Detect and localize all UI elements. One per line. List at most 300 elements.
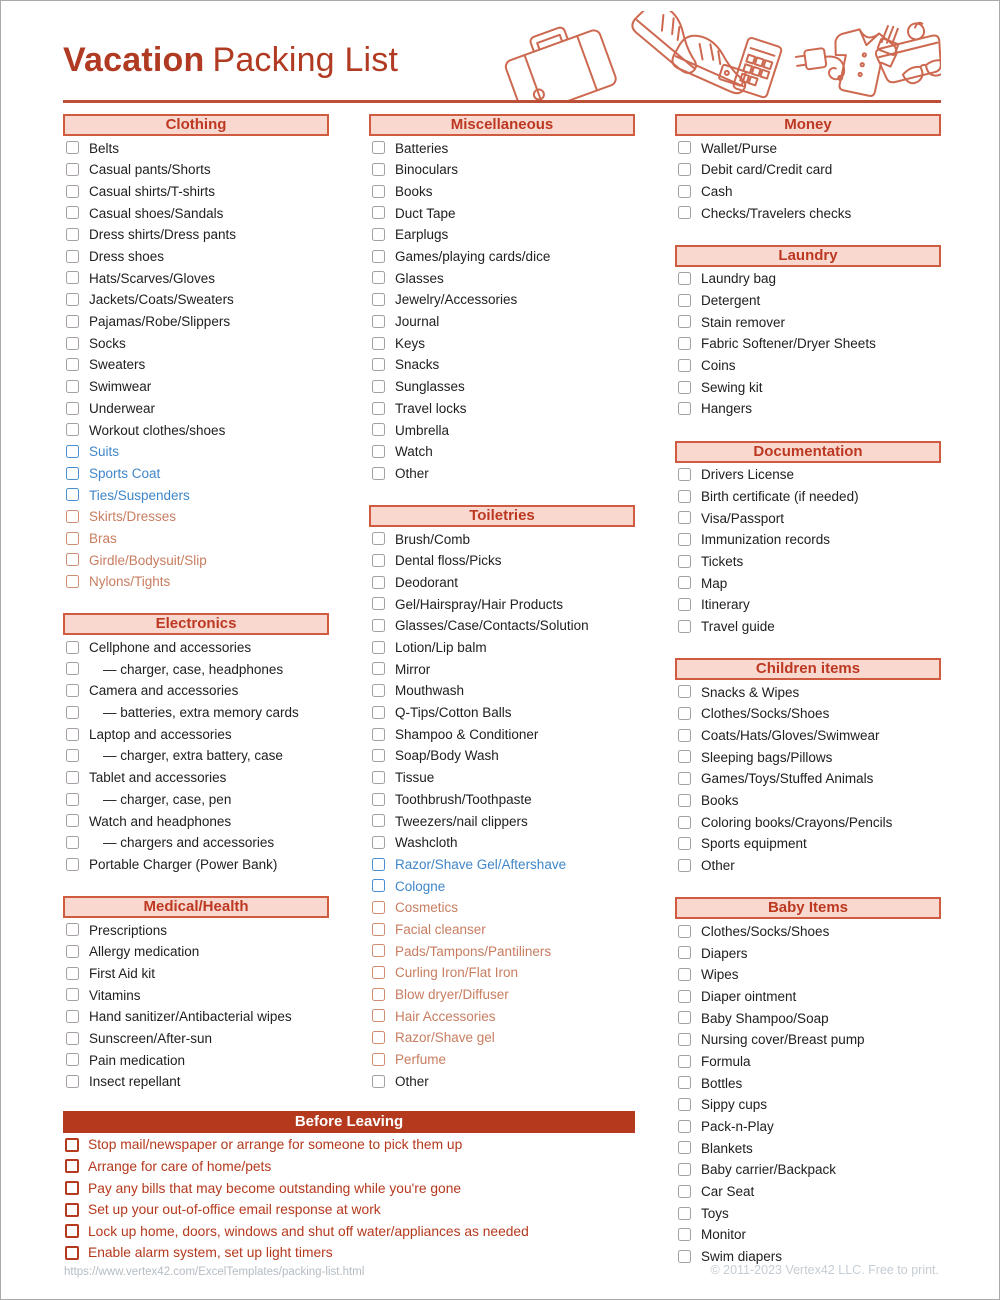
checkbox[interactable] — [65, 1181, 79, 1195]
checkbox[interactable] — [372, 836, 385, 849]
checkbox[interactable] — [372, 271, 385, 284]
checkbox[interactable] — [372, 228, 385, 241]
section-baby-items — [675, 897, 941, 1267]
item-label: Diapers — [701, 945, 748, 961]
checkbox[interactable] — [678, 468, 691, 481]
item-label: Pain medication — [89, 1052, 186, 1068]
checkbox[interactable] — [678, 1250, 691, 1263]
item-label: Razor/Shave gel — [395, 1030, 495, 1046]
section-rows — [63, 635, 329, 875]
item-label: Nylons/Tights — [89, 574, 171, 590]
checkbox[interactable] — [372, 467, 385, 480]
item-label: — batteries, extra memory cards — [103, 705, 299, 721]
checkbox[interactable] — [678, 1011, 691, 1024]
checklist-item — [63, 1177, 635, 1199]
checkbox[interactable] — [65, 1138, 79, 1152]
footer-url[interactable]: https://www.vertex42.com/ExcelTemplates/packing-list.html — [64, 1266, 365, 1278]
checklist-item — [63, 767, 329, 789]
checkbox[interactable] — [678, 685, 691, 698]
checkbox[interactable] — [372, 315, 385, 328]
checkbox[interactable] — [372, 944, 385, 957]
checkbox[interactable] — [66, 271, 79, 284]
checklist-item — [63, 1006, 329, 1028]
checkbox[interactable] — [678, 163, 691, 176]
checkbox[interactable] — [66, 445, 79, 458]
checkbox[interactable] — [678, 206, 691, 219]
checkbox[interactable] — [66, 553, 79, 566]
checkbox[interactable] — [678, 598, 691, 611]
checklist-item — [675, 398, 941, 420]
checklist-item — [675, 681, 941, 703]
item-label: Skirts/Dresses — [89, 509, 177, 525]
checkbox[interactable] — [372, 576, 385, 589]
item-label: Glasses/Case/Contacts/Solution — [395, 618, 589, 634]
item-label: Other — [395, 465, 429, 481]
checkbox[interactable] — [372, 554, 385, 567]
checkbox[interactable] — [66, 380, 79, 393]
item-label: Hats/Scarves/Gloves — [89, 270, 216, 286]
checkbox[interactable] — [678, 1120, 691, 1133]
checklist-item — [675, 507, 941, 529]
checklist-item — [369, 462, 635, 484]
checklist-item — [63, 962, 329, 984]
checkbox[interactable] — [678, 729, 691, 742]
checklist-item — [63, 397, 329, 419]
checklist-item — [369, 419, 635, 441]
checkbox[interactable] — [372, 923, 385, 936]
checkbox[interactable] — [66, 1032, 79, 1045]
checkbox[interactable] — [678, 1076, 691, 1089]
checkbox[interactable] — [372, 445, 385, 458]
checkbox[interactable] — [372, 814, 385, 827]
checkbox[interactable] — [66, 488, 79, 501]
checklist-item — [369, 289, 635, 311]
checkbox[interactable] — [66, 206, 79, 219]
checkbox[interactable] — [678, 511, 691, 524]
checkbox[interactable] — [372, 1031, 385, 1044]
section-header: Electronics — [63, 613, 329, 635]
calculator-icon — [717, 32, 782, 98]
item-label: Workout clothes/shoes — [89, 422, 226, 438]
section-header: Baby Items — [675, 897, 941, 919]
checkbox[interactable] — [372, 793, 385, 806]
checkbox[interactable] — [66, 358, 79, 371]
checkbox[interactable] — [66, 467, 79, 480]
checkbox[interactable] — [678, 359, 691, 372]
item-label: Bottles — [701, 1075, 743, 1091]
checkbox[interactable] — [678, 925, 691, 938]
checkbox[interactable] — [372, 879, 385, 892]
checklist-item — [369, 354, 635, 376]
checkbox[interactable] — [678, 272, 691, 285]
checklist-item — [63, 137, 329, 159]
before-leaving-rows — [63, 1133, 635, 1264]
item-label: Tweezers/nail clippers — [395, 813, 528, 829]
checkbox[interactable] — [66, 532, 79, 545]
checklist-item — [675, 485, 941, 507]
checklist-item — [369, 441, 635, 463]
checkbox[interactable] — [66, 510, 79, 523]
checkbox[interactable] — [66, 836, 79, 849]
checkbox[interactable] — [66, 141, 79, 154]
checkbox[interactable] — [66, 315, 79, 328]
checklist-item — [369, 311, 635, 333]
item-label: Underwear — [89, 400, 156, 416]
checklist-item — [63, 332, 329, 354]
item-label: Other — [701, 858, 735, 874]
checkbox[interactable] — [678, 533, 691, 546]
checkbox[interactable] — [66, 793, 79, 806]
item-label: Map — [701, 575, 728, 591]
checkbox[interactable] — [372, 684, 385, 697]
checklist-item — [675, 311, 941, 333]
section-header: Toiletries — [369, 505, 635, 527]
checkbox[interactable] — [372, 141, 385, 154]
before-leaving-header: Before Leaving — [63, 1111, 635, 1133]
checkbox[interactable] — [678, 837, 691, 850]
checklist-item — [369, 180, 635, 202]
checklist-item — [369, 918, 635, 940]
item-label: Keys — [395, 335, 426, 351]
item-label: Laundry bag — [701, 271, 777, 287]
item-label: Drivers License — [701, 467, 795, 483]
checkbox[interactable] — [66, 771, 79, 784]
item-label: Cellphone and accessories — [89, 640, 252, 656]
checklist-item — [369, 571, 635, 593]
checklist-item — [63, 1242, 635, 1264]
checklist-item — [63, 658, 329, 680]
checklist-item — [369, 593, 635, 615]
checklist-item — [675, 464, 941, 486]
checkbox[interactable] — [372, 358, 385, 371]
checklist-item — [369, 853, 635, 875]
checkbox[interactable] — [372, 206, 385, 219]
item-label: Swimwear — [89, 379, 152, 395]
checkbox[interactable] — [372, 749, 385, 762]
checkbox[interactable] — [678, 1141, 691, 1154]
checkbox[interactable] — [372, 641, 385, 654]
checkbox[interactable] — [66, 988, 79, 1001]
checkbox[interactable] — [372, 771, 385, 784]
checkbox[interactable] — [372, 532, 385, 545]
checkbox[interactable] — [65, 1203, 79, 1217]
checklist-item — [63, 1134, 635, 1156]
checkbox[interactable] — [66, 163, 79, 176]
item-label: Duct Tape — [395, 205, 456, 221]
item-label: — charger, case, headphones — [103, 661, 284, 677]
checkbox[interactable] — [65, 1224, 79, 1238]
checklist-item — [63, 462, 329, 484]
checkbox[interactable] — [678, 490, 691, 503]
item-label: Snacks — [395, 357, 440, 373]
checkbox[interactable] — [66, 423, 79, 436]
item-label: Tablet and accessories — [89, 770, 227, 786]
checkbox[interactable] — [372, 988, 385, 1001]
checklist-item — [369, 745, 635, 767]
item-label: Baby carrier/Backpack — [701, 1162, 837, 1178]
item-label: Hand sanitizer/Antibacterial wipes — [89, 1009, 292, 1025]
checkbox[interactable] — [372, 250, 385, 263]
checkbox[interactable] — [372, 706, 385, 719]
item-label: Glasses — [395, 270, 444, 286]
checkbox[interactable] — [372, 1075, 385, 1088]
checkbox[interactable] — [66, 228, 79, 241]
checklist-item — [675, 572, 941, 594]
checkbox[interactable] — [66, 1075, 79, 1088]
item-label: Mirror — [395, 661, 431, 677]
checkbox[interactable] — [372, 423, 385, 436]
item-label: Games/Toys/Stuffed Animals — [701, 771, 874, 787]
checklist-item — [675, 746, 941, 768]
checklist-item — [675, 1224, 941, 1246]
checkbox[interactable] — [678, 750, 691, 763]
checkbox[interactable] — [678, 794, 691, 807]
page-title-bold: Vacation — [63, 41, 205, 79]
item-label: Watch — [395, 444, 433, 460]
item-label: Coins — [701, 358, 736, 374]
item-label: Sports equipment — [701, 836, 807, 852]
checkbox[interactable] — [678, 946, 691, 959]
section-before-leaving — [63, 1111, 635, 1264]
checkbox[interactable] — [372, 858, 385, 871]
checklist-item — [369, 897, 635, 919]
checklist-item — [675, 137, 941, 159]
item-label: Binoculars — [395, 162, 459, 178]
checkbox[interactable] — [66, 337, 79, 350]
section-rows — [675, 919, 941, 1267]
checkbox[interactable] — [66, 814, 79, 827]
item-label: Washcloth — [395, 835, 458, 851]
checkbox[interactable] — [372, 185, 385, 198]
checkbox[interactable] — [372, 901, 385, 914]
item-label: Tickets — [701, 553, 744, 569]
checklist-item — [63, 788, 329, 810]
checklist-item — [63, 919, 329, 941]
item-label: — charger, extra battery, case — [103, 748, 283, 764]
checklist-item — [63, 1199, 635, 1221]
checklist-item — [675, 615, 941, 637]
section-header: Children items — [675, 658, 941, 680]
item-label: Insect repellant — [89, 1074, 181, 1090]
item-label: Pajamas/Robe/Slippers — [89, 314, 231, 330]
checklist-item — [369, 636, 635, 658]
checkbox[interactable] — [372, 597, 385, 610]
checkbox[interactable] — [678, 1185, 691, 1198]
checkbox[interactable] — [678, 141, 691, 154]
checkbox[interactable] — [66, 250, 79, 263]
checkbox[interactable] — [66, 1010, 79, 1023]
checkbox[interactable] — [678, 1055, 691, 1068]
checklist-item — [675, 724, 941, 746]
section-rows — [675, 267, 941, 420]
checkbox[interactable] — [678, 315, 691, 328]
checklist-item — [63, 832, 329, 854]
checklist-item — [675, 833, 941, 855]
checkbox[interactable] — [678, 1163, 691, 1176]
item-label: Baby Shampoo/Soap — [701, 1010, 829, 1026]
checklist-item — [369, 658, 635, 680]
item-label: Clothes/Socks/Shoes — [701, 923, 830, 939]
item-label: Cosmetics — [395, 900, 459, 916]
checkbox[interactable] — [678, 294, 691, 307]
checklist-item — [675, 550, 941, 572]
checklist-item — [63, 984, 329, 1006]
section-laundry — [675, 245, 941, 420]
checklist-item — [675, 1137, 941, 1159]
checkbox[interactable] — [678, 990, 691, 1003]
checklist-item — [675, 1072, 941, 1094]
item-label: Sleeping bags/Pillows — [701, 749, 833, 765]
section-rows — [675, 680, 941, 876]
item-label: Suits — [89, 444, 120, 460]
item-label: — charger, case, pen — [103, 791, 232, 807]
section-money — [675, 114, 941, 224]
checkbox[interactable] — [65, 1246, 79, 1260]
checkbox[interactable] — [66, 185, 79, 198]
item-label: Casual pants/Shorts — [89, 162, 211, 178]
checkbox[interactable] — [678, 576, 691, 589]
checkbox[interactable] — [678, 1033, 691, 1046]
checkbox[interactable] — [372, 1009, 385, 1022]
item-label: Travel guide — [701, 618, 775, 634]
checklist-item — [63, 1220, 635, 1242]
checklist-item — [369, 224, 635, 246]
checklist-item — [675, 289, 941, 311]
checkbox[interactable] — [372, 163, 385, 176]
checkbox[interactable] — [66, 1053, 79, 1066]
item-label: Nursing cover/Breast pump — [701, 1032, 865, 1048]
checkbox[interactable] — [66, 749, 79, 762]
checkbox[interactable] — [66, 923, 79, 936]
item-label: Soap/Body Wash — [395, 748, 499, 764]
checkbox[interactable] — [372, 402, 385, 415]
checklist-item — [63, 159, 329, 181]
section-rows — [369, 136, 635, 484]
checklist-item — [369, 875, 635, 897]
checkbox[interactable] — [65, 1159, 79, 1173]
checkbox[interactable] — [678, 1228, 691, 1241]
checkbox[interactable] — [678, 185, 691, 198]
checklist-item — [63, 267, 329, 289]
checkbox[interactable] — [372, 380, 385, 393]
item-label: Hair Accessories — [395, 1008, 496, 1024]
checkbox[interactable] — [372, 293, 385, 306]
item-label: Sunscreen/After-sun — [89, 1031, 213, 1047]
checkbox[interactable] — [66, 575, 79, 588]
checklist-item — [63, 506, 329, 528]
checklist-item — [369, 202, 635, 224]
checklist-item — [675, 703, 941, 725]
item-label: Clothes/Socks/Shoes — [701, 706, 830, 722]
item-label: Perfume — [395, 1052, 447, 1068]
checklist-item — [369, 267, 635, 289]
item-label: Socks — [89, 335, 126, 351]
item-label: Casual shirts/T-shirts — [89, 183, 216, 199]
checkbox[interactable] — [66, 967, 79, 980]
section-rows — [675, 463, 941, 638]
checkbox[interactable] — [678, 772, 691, 785]
checkbox[interactable] — [66, 641, 79, 654]
checkbox[interactable] — [678, 402, 691, 415]
checkbox[interactable] — [66, 945, 79, 958]
checkbox[interactable] — [678, 1098, 691, 1111]
checklist-item — [369, 528, 635, 550]
checkbox[interactable] — [66, 684, 79, 697]
checklist-item — [675, 1115, 941, 1137]
checklist-item — [369, 159, 635, 181]
item-label: Lotion/Lip balm — [395, 640, 487, 656]
checkbox[interactable] — [678, 381, 691, 394]
item-label: Coloring books/Crayons/Pencils — [701, 814, 893, 830]
checklist-item — [63, 1049, 329, 1071]
checklist-item — [369, 332, 635, 354]
item-label: Bras — [89, 530, 117, 546]
checkbox[interactable] — [372, 728, 385, 741]
header-divider — [63, 100, 941, 103]
checklist-item — [675, 790, 941, 812]
checkbox[interactable] — [372, 966, 385, 979]
checkbox[interactable] — [372, 1053, 385, 1066]
checkbox[interactable] — [678, 1207, 691, 1220]
suitcase-icon — [503, 15, 618, 103]
checkbox[interactable] — [678, 859, 691, 872]
checkbox[interactable] — [66, 293, 79, 306]
item-label: Birth certificate (if needed) — [701, 488, 859, 504]
checkbox[interactable] — [372, 337, 385, 350]
checkbox[interactable] — [66, 662, 79, 675]
checkbox[interactable] — [66, 706, 79, 719]
checklist-item — [63, 1071, 329, 1093]
item-label: Monitor — [701, 1227, 747, 1243]
checklist-item — [369, 767, 635, 789]
item-label: Ties/Suspenders — [89, 487, 190, 503]
checkbox[interactable] — [66, 728, 79, 741]
checkbox[interactable] — [678, 968, 691, 981]
checklist-item — [675, 159, 941, 181]
item-label: Girdle/Bodysuit/Slip — [89, 552, 207, 568]
item-label: Sippy cups — [701, 1097, 768, 1113]
checklist-item — [369, 1049, 635, 1071]
checklist-item — [63, 441, 329, 463]
sneaker-icon — [670, 29, 757, 96]
checkbox[interactable] — [678, 555, 691, 568]
item-label: Sewing kit — [701, 379, 763, 395]
checkbox[interactable] — [372, 619, 385, 632]
section-miscellaneous — [369, 114, 635, 484]
checkbox[interactable] — [66, 402, 79, 415]
checkbox[interactable] — [372, 662, 385, 675]
travel-illustration — [503, 11, 941, 103]
checklist-item — [369, 832, 635, 854]
checkbox[interactable] — [678, 707, 691, 720]
item-label: Facial cleanser — [395, 921, 486, 937]
item-label: Lock up home, doors, windows and shut off water/appliances as needed — [88, 1223, 529, 1239]
checkbox[interactable] — [678, 816, 691, 829]
checklist-item — [675, 268, 941, 290]
checklist-item — [63, 354, 329, 376]
checkbox[interactable] — [678, 620, 691, 633]
checklist-item — [369, 723, 635, 745]
checklist-item — [675, 202, 941, 224]
item-label: Belts — [89, 140, 120, 156]
checklist-item — [63, 810, 329, 832]
section-medical-health — [63, 896, 329, 1093]
checkbox[interactable] — [678, 337, 691, 350]
item-label: Hangers — [701, 401, 753, 417]
checklist-item — [369, 376, 635, 398]
checkbox[interactable] — [66, 858, 79, 871]
checklist-item — [675, 942, 941, 964]
